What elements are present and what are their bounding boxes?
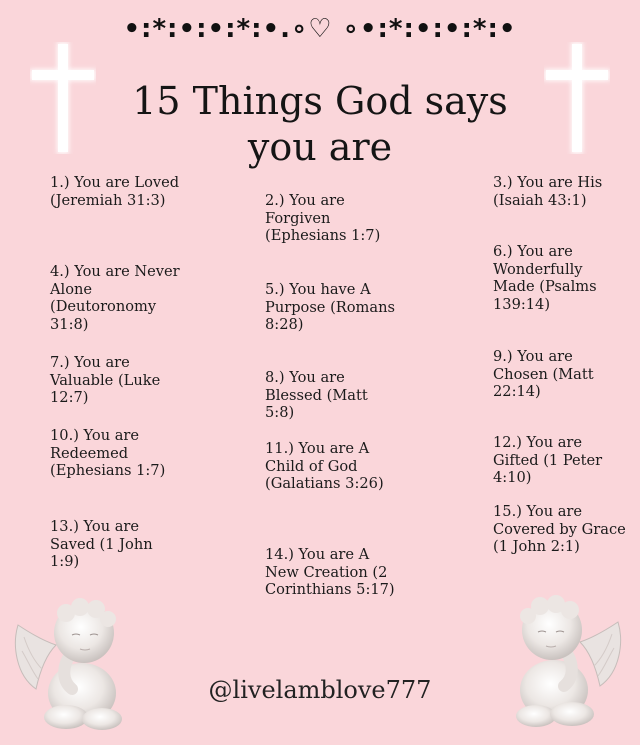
social-handle: @livelamblove777 (208, 676, 432, 704)
list-item: 11.) You are A Child of God (Galatians 3:26) (265, 440, 384, 492)
cross-icon-left (30, 42, 96, 154)
list-item: 12.) You are Gifted (1 Peter 4:10) (493, 434, 603, 486)
list-item: 9.) You are Chosen (Matt 22:14) (493, 348, 594, 400)
list-item: 3.) You are His (Isaiah 43:1) (493, 174, 603, 209)
title-line-2: you are (247, 125, 393, 169)
cross-icon-right (544, 42, 610, 154)
list-item: 13.) You are Saved (1 John 1:9) (50, 518, 153, 570)
page-title (100, 78, 540, 170)
list-item: 7.) You are Valuable (Luke 12:7) (50, 354, 161, 406)
cherub-angel-image-left (10, 585, 140, 739)
title-line-1: 15 Things God says (132, 79, 508, 123)
list-item: 6.) You are Wonderfully Made (Psalms 139:14) (493, 243, 597, 313)
list-item: 2.) You are Forgiven (Ephesians 1:7) (265, 192, 381, 244)
list-item: 1.) You are Loved (Jeremiah 31:3) (50, 174, 180, 209)
list-item: 8.) You are Blessed (Matt 5:8) (265, 369, 368, 421)
decorative-divider: •:*:•:•:*:•.∘♡ ∘•:*:•:•:*:• (123, 14, 517, 44)
list-item: 15.) You are Covered by Grace (1 John 2:1) (493, 503, 626, 555)
list-item: 5.) You have A Purpose (Romans 8:28) (265, 281, 395, 333)
cherub-angel-image-right (496, 582, 626, 736)
list-item: 10.) You are Redeemed (Ephesians 1:7) (50, 427, 166, 479)
list-item: 4.) You are Never Alone (Deutoronomy 31:8) (50, 263, 180, 333)
list-item: 14.) You are A New Creation (2 Corinthians 5:17) (265, 546, 395, 598)
